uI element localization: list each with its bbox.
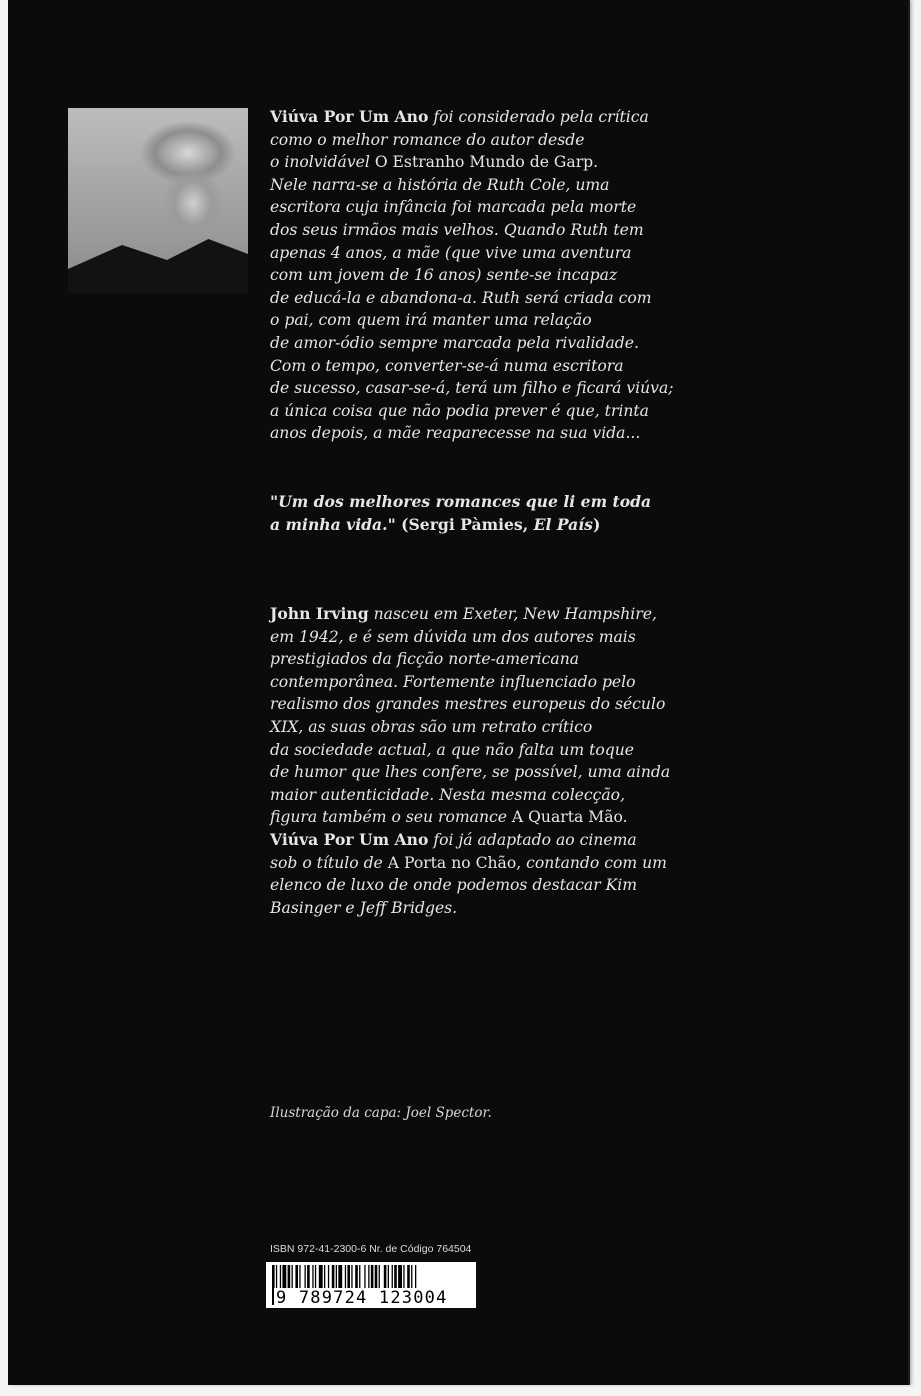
summary-line: o pai, com quem irá manter uma relação xyxy=(270,311,592,330)
bio-line: elenco de luxo de onde podemos destacar Kim xyxy=(270,876,638,895)
summary-line: a única coisa que não podia prever é que, trinta xyxy=(270,401,649,420)
quote-line: "Um dos melhores romances que li em toda xyxy=(270,492,652,511)
summary-line: anos depois, a mãe reaparecesse na sua vida... xyxy=(270,424,641,443)
bio-line: contemporânea. Fortemente influenciado pelo xyxy=(270,672,636,691)
summary-line: apenas 4 anos, a mãe (que vive uma aventura xyxy=(270,243,632,262)
quote-attribution: (Sergi Pàmies, xyxy=(395,514,534,534)
bio-book-title: Viúva Por Um Ano xyxy=(270,829,429,849)
summary-line: escritora cuja infância foi marcada pela morte xyxy=(270,198,637,217)
bio-line: nasceu em Exeter, New Hampshire, xyxy=(368,605,657,623)
summary-line: como o melhor romance do autor desde xyxy=(270,130,585,149)
barcode-digits: 9 789724 123004 xyxy=(276,1288,448,1308)
summary-line: de educá-la e abandona-a. Ruth será criada com xyxy=(270,288,652,307)
summary-garp-title: O Estranho Mundo de Garp. xyxy=(374,153,599,172)
summary-line: com um jovem de 16 anos) sente-se incapaz xyxy=(270,266,618,285)
bio-author-name: John Irving xyxy=(270,604,369,623)
book-summary xyxy=(270,106,674,445)
bio-line: de humor que lhes confere, se possível, uma ainda xyxy=(270,763,671,782)
summary-line: Nele narra-se a história de Ruth Cole, uma xyxy=(270,175,610,194)
bio-line: XIX, as suas obras são um retrato crítico xyxy=(270,717,593,736)
bio-line: em 1942, e é sem dúvida um dos autores mais xyxy=(270,627,636,646)
quote-source: El País xyxy=(533,514,593,534)
summary-book-title: Viúva Por Um Ano xyxy=(270,107,429,126)
author-photo xyxy=(68,108,248,293)
summary-line: foi considerado pela crítica xyxy=(428,108,649,126)
summary-line: o inolvidável xyxy=(270,153,375,172)
book-back-cover xyxy=(8,0,910,1385)
bio-line: foi já adaptado ao cinema xyxy=(428,830,637,849)
barcode xyxy=(266,1262,476,1308)
bio-line: Basinger e Jeff Bridges. xyxy=(270,898,458,917)
quote-attribution-end: ) xyxy=(592,514,601,534)
summary-line: de sucesso, casar-se-á, terá um filho e ficará viúva; xyxy=(270,379,674,398)
bio-film-title: A Porta no Chão, xyxy=(387,853,522,872)
summary-line: Com o tempo, converter-se-á numa escritora xyxy=(270,356,624,375)
summary-line: dos seus irmãos mais velhos. Quando Ruth tem xyxy=(270,220,644,239)
bio-line: figura também o seu romance xyxy=(270,808,512,827)
review-quote xyxy=(270,491,651,536)
bio-line: prestigiados da ficção norte-americana xyxy=(270,650,580,669)
bio-quarta-mao-title: A Quarta Mão. xyxy=(511,808,628,827)
bio-line: realismo dos grandes mestres europeus do século xyxy=(270,695,666,714)
isbn-line: ISBN 972-41-2300-6 Nr. de Código 764504 xyxy=(270,1243,472,1255)
quote-line: a minha vida." xyxy=(270,514,396,534)
author-photo-shoulder xyxy=(68,233,248,293)
bio-line: contando com um xyxy=(521,853,667,872)
bio-line: da sociedade actual, a que não falta um toque xyxy=(270,740,634,759)
bio-line: sob o título de xyxy=(270,853,388,872)
bio-line: maior autenticidade. Nesta mesma colecção, xyxy=(270,785,626,804)
summary-line: de amor-ódio sempre marcada pela rivalidade. xyxy=(270,333,639,352)
cover-illustration-credit: Ilustração da capa: Joel Spector. xyxy=(270,1105,492,1121)
author-bio xyxy=(270,603,670,919)
